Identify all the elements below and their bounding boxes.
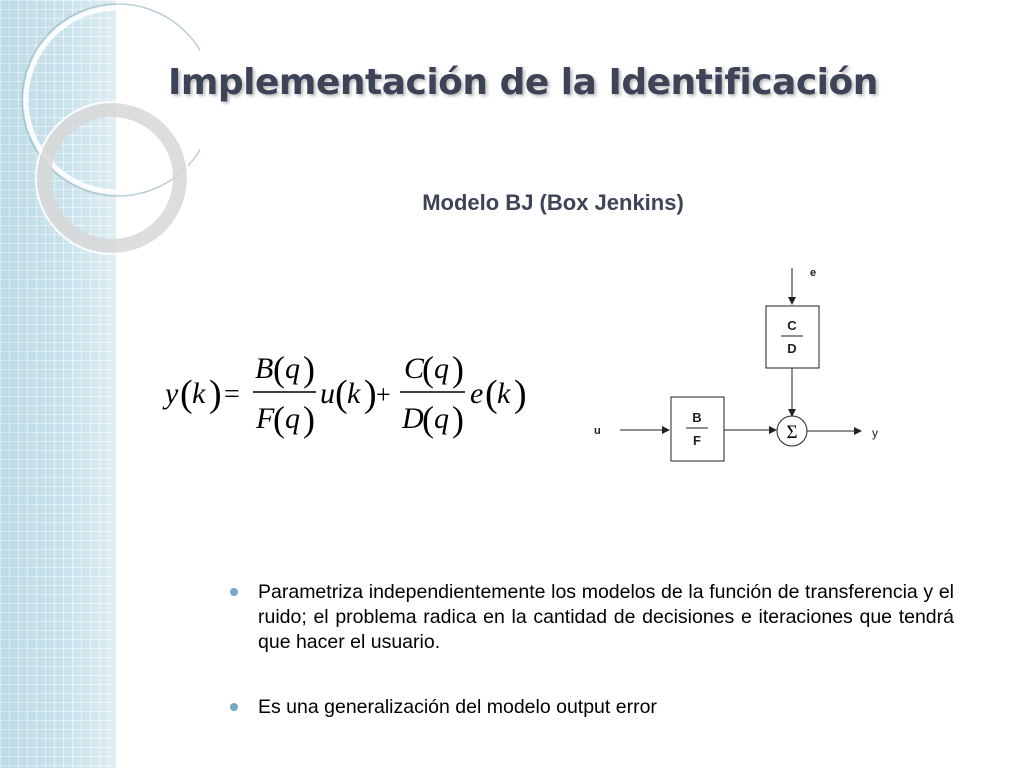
eq-paren-open: (: [180, 373, 193, 415]
eq-paren-open: (: [335, 373, 348, 415]
eq-paren-close: ): [303, 349, 315, 389]
eq-frac1-den-arg: q: [285, 402, 300, 435]
noise-block-num: C: [787, 318, 797, 333]
bj-equation: [160, 340, 540, 450]
eq-frac2-den-fn: D: [402, 402, 424, 435]
list-item: [230, 580, 954, 655]
eq-frac1-num-arg: q: [285, 352, 300, 385]
input-block-num: B: [692, 410, 702, 425]
eq-input-arg: k: [347, 377, 361, 410]
eq-paren-open: (: [273, 349, 285, 389]
input-label: u: [594, 425, 601, 437]
eq-frac1-den-fn: F: [256, 402, 275, 435]
eq-frac2-num-arg: q: [434, 352, 449, 385]
eq-paren-close: ): [364, 373, 377, 415]
eq-paren-open: (: [422, 349, 434, 389]
eq-paren-close: ): [514, 373, 527, 415]
eq-frac2-den-arg: q: [434, 402, 449, 435]
slide-subtitle: Modelo BJ (Box Jenkins): [422, 190, 684, 215]
eq-paren-open: (: [485, 373, 498, 415]
noise-block: [766, 306, 819, 368]
eq-paren-open: (: [422, 399, 434, 439]
eq-paren-open: (: [273, 399, 285, 439]
list-item: [230, 695, 954, 720]
eq-noise-arg: k: [497, 377, 511, 410]
sum-symbol: Σ: [786, 422, 798, 443]
eq-paren-close: ): [303, 399, 315, 439]
eq-plus: +: [376, 380, 391, 409]
bullet-dot-icon: [230, 588, 238, 596]
eq-noise-fn: e: [470, 377, 484, 410]
bullet-text: Parametriza independientemente los modelos de la función de transferencia y el ruido; el problema radica en la cantidad de decisiones e iteraciones que tendrá que hacer el usuario.: [258, 581, 954, 653]
input-block-den: F: [693, 433, 701, 448]
eq-frac1-num-fn: B: [255, 352, 274, 385]
eq-paren-close: ): [452, 399, 464, 439]
slide-title: Implementación de la Identificación: [168, 62, 878, 103]
bullet-text: Es una generalización del modelo output error: [258, 696, 657, 718]
eq-equals: =: [224, 379, 240, 410]
eq-paren-close: ): [209, 373, 222, 415]
eq-input-fn: u: [320, 377, 335, 410]
bullet-dot-icon: [230, 703, 238, 711]
eq-frac2-num-fn: C: [404, 352, 425, 385]
noise-block-den: D: [787, 341, 797, 356]
eq-lhs-fn: y: [165, 377, 179, 410]
noise-label: e: [810, 267, 817, 279]
output-label: y: [872, 426, 878, 440]
eq-paren-close: ): [452, 349, 464, 389]
input-block: [671, 397, 724, 461]
eq-lhs-arg: k: [192, 377, 206, 410]
bj-block-diagram: [586, 260, 906, 475]
bullet-list: [230, 580, 954, 720]
decorative-rings: [0, 0, 200, 330]
